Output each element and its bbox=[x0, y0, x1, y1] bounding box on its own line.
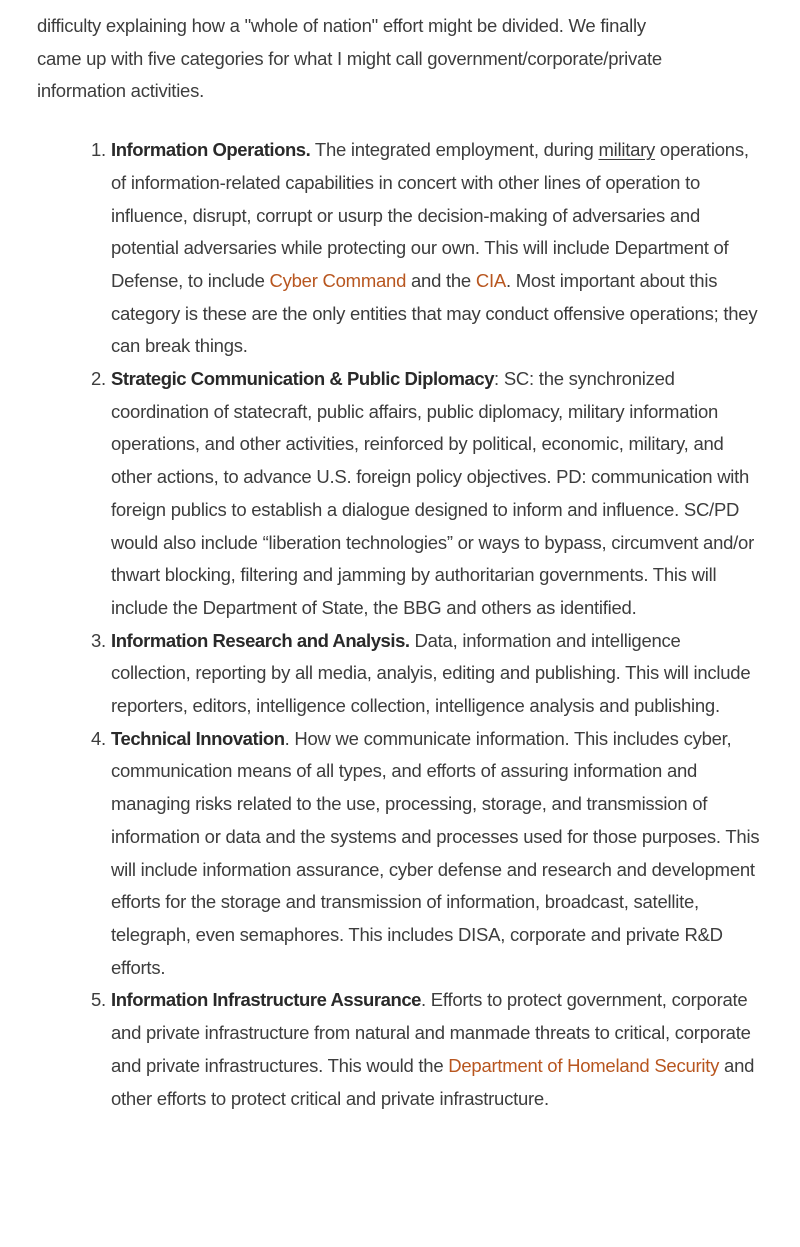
list-number: 4. bbox=[91, 727, 106, 749]
item-text: . Efforts to protect government, corporate and private infrastructure from natural and manmade threats to critical, corporate and private infrastructures. This would the bbox=[111, 989, 751, 1076]
item-term: Information Infrastructure Assurance bbox=[111, 989, 422, 1011]
intro-line-1: difficulty explaining how a "whole of nation" effort might be divided. We finally bbox=[37, 15, 646, 36]
list-number: 1. bbox=[91, 139, 106, 161]
item-term: Technical Innovation bbox=[111, 727, 285, 749]
list-item-strategic-communication bbox=[37, 363, 764, 625]
item-text: and the bbox=[406, 269, 476, 291]
list-number: 2. bbox=[91, 368, 106, 390]
item-text: : SC: the synchronized coordination of statecraft, public affairs, public diplomacy, military information operations, and other activities, reinforced by political, economic, military, and other actions, to advance U.S. foreign policy objectives. PD: communication with foreign publics to establish a dialogue designed to inform and influence. SC/PD would also include “liberation technologies” or ways to bypass, circumvent and/or thwart blocking, filtering and jamming by authoritarian governments. This will include the Department of State, the BBG and others as identified. bbox=[111, 368, 755, 618]
list-number: 3. bbox=[91, 629, 106, 651]
item-text: operations, of information-related capabilities in concert with other lines of operation to influence, disrupt, corrupt or usurp the decision-making of adversaries and potential adversaries while protecting our own. This will include Department of Defense, to include bbox=[111, 139, 749, 291]
homeland-security-link[interactable]: Department of Homeland Security bbox=[448, 1054, 720, 1076]
intro-line-3: information activities. bbox=[37, 80, 204, 102]
item-text: . How we communicate information. This includes cyber, communication means of all types, and efforts of assuring information and managing risks related to the use, processing, storage, and transmission of information or data and the systems and processes used for those purposes. This will include information assurance, cyber defense and research and development efforts for the storage and transmission of information, broadcast, satellite, telegraph, even semaphores. This includes DISA, corporate and private R&D efforts. bbox=[111, 727, 760, 978]
item-term: Strategic Communication & Public Diplomacy bbox=[111, 368, 495, 390]
cia-link[interactable]: CIA bbox=[475, 269, 506, 291]
categories-list bbox=[37, 134, 764, 1115]
list-item-technical-innovation bbox=[37, 723, 764, 985]
item-text: The integrated employment, during bbox=[310, 139, 599, 161]
item-term: Information Operations. bbox=[111, 139, 311, 161]
list-item-information-research bbox=[37, 625, 764, 723]
list-item-information-operations bbox=[37, 134, 764, 363]
item-term: Information Research and Analysis. bbox=[111, 629, 410, 651]
cyber-command-link[interactable]: Cyber Command bbox=[269, 269, 407, 291]
list-item-infrastructure-assurance bbox=[37, 984, 764, 1115]
item-text: . Most important about this category is these are the only entities that may conduct offensive operations; they can break things. bbox=[111, 269, 758, 357]
item-text: and other efforts to protect critical and private infrastructure. bbox=[111, 1054, 755, 1109]
intro-paragraph bbox=[37, 10, 764, 108]
list-number: 5. bbox=[91, 989, 106, 1011]
item-text: Data, information and intelligence collection, reporting by all media, analyis, editing and publishing. This will include reporters, editors, intelligence collection, intelligence analysis and publishing. bbox=[111, 629, 751, 717]
intro-line-2: came up with five categories for what I might call government/corporate/private bbox=[37, 47, 662, 69]
military-underlined-text: military bbox=[598, 139, 656, 161]
